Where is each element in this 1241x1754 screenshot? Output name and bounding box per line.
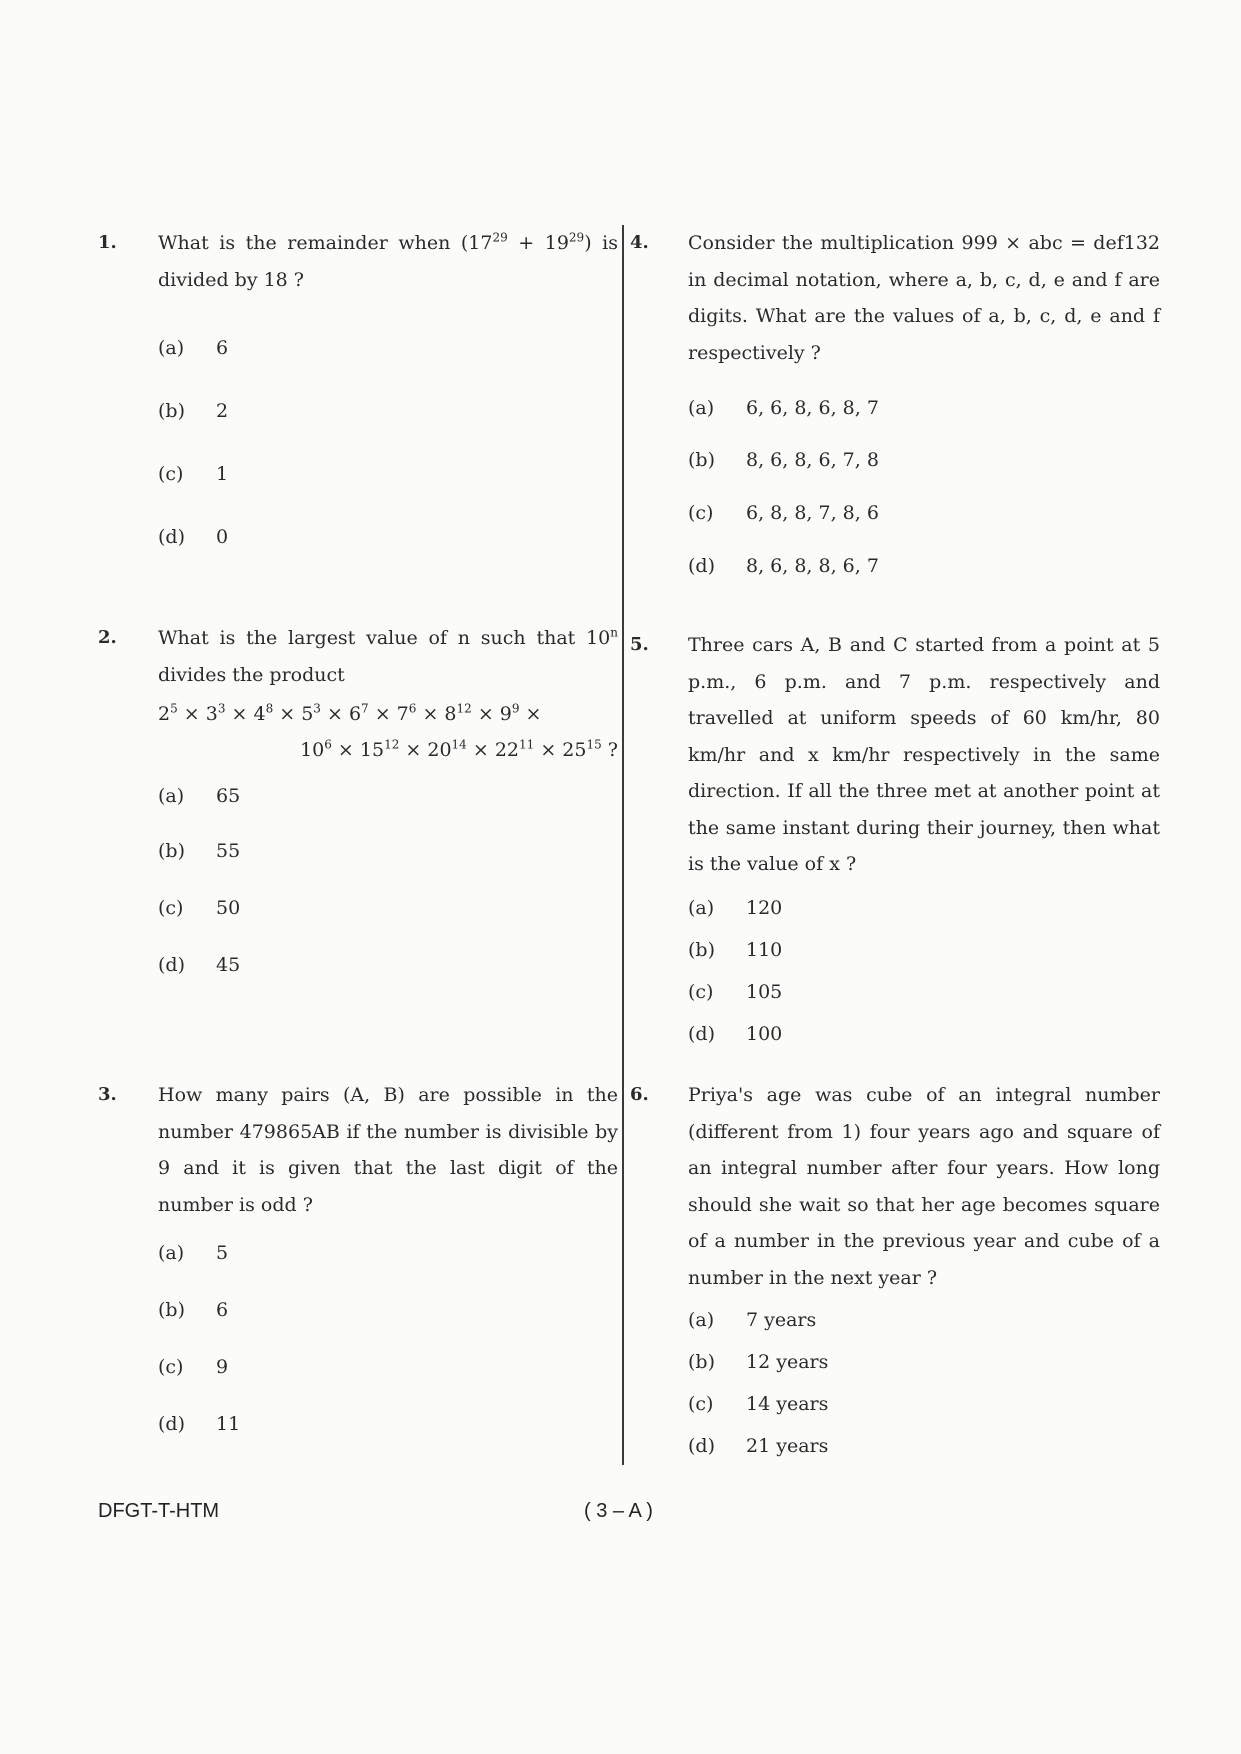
- exponent: 29: [568, 230, 585, 245]
- option-c[interactable]: [158, 1356, 228, 1378]
- question-3: [98, 1077, 618, 1435]
- option-a[interactable]: [158, 1242, 228, 1264]
- power-term: $5^3$: [301, 701, 321, 725]
- power-term: $22^{11}$: [494, 737, 535, 761]
- paper-code: DFGT-T-HTM: [98, 1500, 220, 1522]
- power-term: $8^{12}$: [444, 701, 472, 725]
- question-number: 5.: [630, 634, 649, 655]
- option-label: (a): [688, 1309, 715, 1331]
- option-c[interactable]: [688, 981, 782, 1003]
- option-value: 7 years: [746, 1309, 817, 1331]
- option-d[interactable]: [158, 954, 240, 976]
- power-term: $20^{14}$: [427, 737, 467, 761]
- option-b[interactable]: [158, 400, 228, 422]
- option-label: (a): [688, 897, 715, 919]
- option-value: 9: [216, 1356, 229, 1378]
- option-value: 1: [216, 463, 229, 485]
- option-value: 55: [216, 840, 241, 862]
- power-term: $9^9$: [499, 701, 520, 725]
- option-b[interactable]: [688, 449, 879, 471]
- option-label: (a): [158, 785, 185, 807]
- option-c[interactable]: [158, 897, 240, 919]
- option-label: (d): [158, 526, 185, 548]
- option-value: 12 years: [746, 1351, 829, 1373]
- option-label: (b): [688, 1351, 715, 1373]
- option-label: (c): [688, 981, 714, 1003]
- option-a[interactable]: [688, 397, 879, 419]
- option-b[interactable]: [158, 1299, 228, 1321]
- power-term: $7^6$: [396, 701, 417, 725]
- question-number: 2.: [98, 627, 117, 648]
- option-a[interactable]: [688, 1309, 816, 1331]
- column-divider: [622, 225, 624, 1465]
- option-value: 6, 6, 8, 6, 8, 7: [746, 397, 879, 419]
- question-number: 1.: [98, 232, 117, 253]
- question-4: [630, 225, 1160, 577]
- option-value: 0: [216, 526, 229, 548]
- option-c[interactable]: [158, 463, 228, 485]
- power-term: $3^3$: [205, 701, 226, 725]
- option-label: (a): [158, 337, 185, 359]
- option-label: (a): [688, 397, 715, 419]
- option-value: 6, 8, 8, 7, 8, 6: [746, 502, 879, 524]
- option-d[interactable]: [158, 526, 228, 548]
- option-value: 65: [216, 785, 241, 807]
- option-label: (a): [158, 1242, 185, 1264]
- option-a[interactable]: [158, 785, 240, 807]
- power-term: $4^8$: [253, 701, 274, 725]
- product-line-1: $2^5 \times 3^3 \times 4^8 \times 5^3 \times 6^7 \times 7^6 \times 8^{12} \times 9^9$ ×: [158, 701, 542, 725]
- option-value: 5: [216, 1242, 229, 1264]
- question-number: 4.: [630, 232, 649, 253]
- question-1: [98, 225, 618, 548]
- question-number: 6.: [630, 1084, 649, 1105]
- option-a[interactable]: [158, 337, 228, 359]
- option-label: (c): [688, 1393, 714, 1415]
- option-value: 120: [746, 897, 783, 919]
- option-label: (b): [158, 1299, 185, 1321]
- option-label: (d): [688, 555, 715, 577]
- power-term: $10^6$: [300, 737, 332, 761]
- option-label: (d): [158, 954, 185, 976]
- question-2: [98, 620, 618, 976]
- option-value: 11: [216, 1413, 241, 1435]
- option-d[interactable]: [158, 1413, 240, 1435]
- option-value: 8, 6, 8, 8, 6, 7: [746, 555, 879, 577]
- power-term: $6^7$: [348, 701, 369, 725]
- option-label: (d): [688, 1023, 715, 1045]
- power-term: $25^{15}$: [562, 737, 602, 761]
- option-b[interactable]: [688, 939, 782, 961]
- option-label: (d): [158, 1413, 185, 1435]
- option-label: (c): [158, 1356, 184, 1378]
- question-text: Consider the multiplication 999 × abc = def132 in decimal notation, where a, b, c, d, e and f are digits. What are the values of a, b, c, d, e and f respectively ?: [688, 232, 1160, 364]
- option-d[interactable]: [688, 1023, 782, 1045]
- option-value: 45: [216, 954, 241, 976]
- option-label: (b): [688, 939, 715, 961]
- product-line-2: $10^6 \times 15^{12} \times 20^{14} \times 22^{11} \times 25^{15}$ ?: [300, 737, 618, 761]
- page-number: ( 3 – A ): [584, 1500, 653, 1522]
- text-segment: divides the product: [158, 663, 345, 686]
- option-label: (d): [688, 1435, 715, 1457]
- exponent: 29: [492, 230, 508, 245]
- option-label: (c): [158, 463, 184, 485]
- option-label: (c): [158, 897, 184, 919]
- option-label: (c): [688, 502, 714, 524]
- power-term: $2^5$: [158, 701, 178, 725]
- option-value: 50: [216, 897, 241, 919]
- question-6: [630, 1077, 1160, 1457]
- option-value: 6: [216, 337, 229, 359]
- option-value: 21 years: [746, 1435, 829, 1457]
- option-value: 110: [746, 939, 783, 961]
- question-text: [158, 225, 618, 298]
- question-text: How many pairs (A, B) are possible in the number 479865AB if the number is divisible by 9 and it is given that the last digit of the number is odd ?: [158, 1084, 618, 1216]
- question-text: [158, 620, 618, 693]
- option-c[interactable]: [688, 502, 879, 524]
- question-5: [630, 627, 1160, 1045]
- option-value: 14 years: [746, 1393, 829, 1415]
- option-value: 105: [746, 981, 783, 1003]
- text-segment: ) is divided by 18 ?: [158, 232, 618, 291]
- question-number: 3.: [98, 1084, 117, 1105]
- option-value: 6: [216, 1299, 229, 1321]
- question-text: Three cars A, B and C started from a point at 5 p.m., 6 p.m. and 7 p.m. respectively and travelled at uniform speeds of 60 km/hr, 80 km/hr and x km/hr respectively in the same direction. If all the three met at another point at the same instant during their journey, then what is the value of x ?: [688, 634, 1160, 875]
- option-b[interactable]: [158, 840, 240, 862]
- option-b[interactable]: [688, 1351, 828, 1373]
- option-d[interactable]: [688, 1435, 828, 1457]
- option-label: (b): [158, 840, 185, 862]
- text-segment: + 19: [507, 232, 569, 254]
- text-segment: What is the largest value of n such that 10: [158, 627, 611, 649]
- power-term: $15^{12}$: [359, 737, 400, 761]
- question-text: Priya's age was cube of an integral number (different from 1) four years ago and square of an integral number after four years. How long should she wait so that her age becomes square of a number in the previous year and cube of a number in the next year ?: [688, 1084, 1160, 1289]
- option-c[interactable]: [688, 1393, 828, 1415]
- option-d[interactable]: [688, 555, 879, 577]
- option-value: 8, 6, 8, 6, 7, 8: [746, 449, 879, 471]
- option-label: (b): [688, 449, 715, 471]
- text-segment: What is the remainder when (17: [158, 232, 493, 254]
- option-label: (b): [158, 400, 185, 422]
- option-value: 100: [746, 1023, 783, 1045]
- option-a[interactable]: [688, 897, 782, 919]
- exponent: n: [610, 625, 618, 640]
- option-value: 2: [216, 400, 229, 422]
